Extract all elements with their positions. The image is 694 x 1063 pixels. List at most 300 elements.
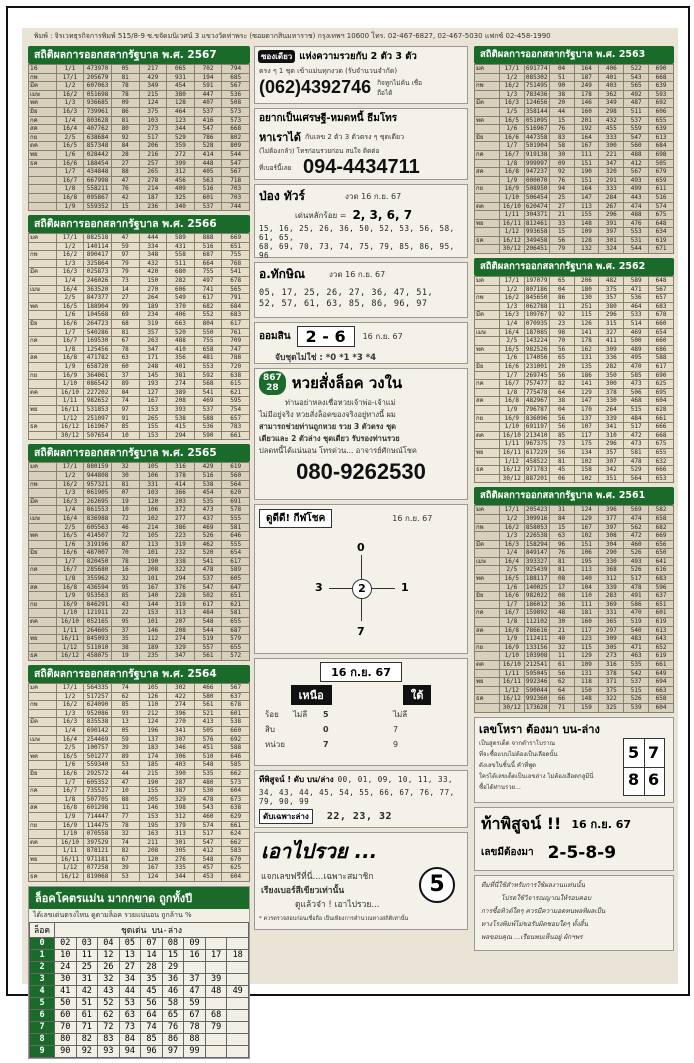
table-cell: มิย — [29, 549, 57, 558]
table-cell: 541 — [222, 268, 250, 277]
table-cell: 109767 — [525, 311, 548, 319]
cross-bottom: 7 — [357, 625, 365, 638]
table-cell: 531853 — [84, 405, 112, 414]
table-cell: 1/2 — [499, 73, 524, 82]
omsin-label: ออมสิน — [259, 331, 291, 342]
table-row — [475, 592, 674, 601]
table-cell: กค — [29, 566, 57, 575]
table-cell: 1/10 — [56, 380, 84, 389]
table-cell: 96 — [549, 540, 574, 549]
prove-label: เลขมีต้องมา — [481, 847, 534, 859]
table-row — [475, 388, 674, 397]
table-row — [475, 661, 674, 670]
table-cell: 661 — [222, 431, 250, 440]
table-row — [29, 643, 250, 652]
table-row — [29, 302, 250, 311]
table-cell: 919138 — [525, 150, 548, 158]
table-cell: 68 — [111, 320, 139, 329]
table-cell: 538 — [194, 480, 222, 489]
table-cell: 650 — [649, 549, 674, 558]
table-cell: 130 — [574, 294, 599, 303]
table-cell: 251 — [574, 302, 599, 311]
lotto-cell: 82 — [76, 1033, 98, 1045]
table-cell: 1/8 — [56, 795, 84, 804]
table-cell: 90 — [549, 82, 574, 91]
table-cell: 60 — [111, 363, 139, 372]
table-cell — [29, 176, 57, 185]
table-row — [475, 575, 674, 584]
table-cell: 78 — [111, 821, 139, 830]
table-cell: 1/9 — [56, 592, 84, 601]
table-cell: 982022 — [525, 592, 548, 600]
table-cell: 516 — [194, 471, 222, 480]
table-cell: 458075 — [84, 652, 112, 661]
table-cell: 569 — [624, 506, 649, 515]
table-cell: ตค — [29, 388, 57, 397]
table-cell: 574 — [649, 202, 674, 211]
table-cell: 437 — [194, 514, 222, 523]
table-row — [29, 726, 250, 735]
table-cell — [475, 159, 500, 168]
table-row — [475, 354, 674, 363]
table-cell: 643 — [649, 635, 674, 644]
table-cell: 16/9 — [56, 821, 84, 830]
table-row — [29, 90, 250, 99]
table-row — [475, 466, 674, 475]
table-cell: 147 — [574, 397, 599, 406]
table-cell: 141 — [574, 380, 599, 389]
table-cell: กค — [29, 787, 57, 796]
table-cell: 543 — [194, 804, 222, 813]
table-row — [475, 448, 674, 457]
table-cell: 164 — [574, 185, 599, 194]
table-cell: 657 — [649, 294, 674, 303]
table-cell: 457 — [194, 864, 222, 873]
table-row — [29, 566, 250, 575]
draw-box — [254, 658, 468, 766]
table-cell: 30/12 — [499, 474, 524, 483]
table-cell — [29, 692, 57, 701]
table-cell: 63 — [549, 532, 574, 541]
table-cell — [29, 471, 57, 480]
table-cell: 170 — [574, 405, 599, 414]
table-cell: 992360 — [525, 695, 548, 703]
table-row — [29, 463, 250, 472]
table-cell — [29, 557, 57, 566]
table-row — [29, 133, 250, 142]
table-cell — [29, 328, 57, 337]
thaksin-box — [254, 262, 468, 318]
table-row — [475, 549, 674, 558]
table-cell: 234 — [139, 311, 167, 320]
table-cell: 999997 — [525, 159, 548, 167]
table-cell: 16/4 — [56, 285, 84, 294]
table-cell: 690 — [649, 371, 674, 380]
table-cell: 16/2 — [56, 701, 84, 710]
ad4-title: เอาไปรวย ... — [261, 839, 378, 863]
table-cell: 192 — [574, 125, 599, 134]
table-cell: 564 — [624, 474, 649, 483]
table-cell: 88 — [111, 795, 139, 804]
table-cell — [29, 311, 57, 320]
thaksin-name: อ.ทักษิณ — [259, 267, 305, 281]
table-cell: 2/5 — [499, 566, 524, 575]
omsin-date: 16 ก.ย. 67 — [362, 332, 403, 341]
table-cell: 140025 — [525, 583, 548, 591]
table-cell: 251097 — [84, 414, 112, 423]
table-cell: 553 — [194, 363, 222, 372]
table-cell: 1/3 — [56, 709, 84, 718]
table-cell: 812461 — [525, 219, 548, 227]
table-cell: 589 — [222, 566, 250, 575]
table-cell: 638684 — [84, 133, 112, 142]
table-row — [475, 414, 674, 423]
lotto-lock-number: 6 — [30, 1009, 55, 1021]
table-cell: 396 — [599, 506, 624, 515]
table-cell: 334 — [139, 242, 167, 251]
table-cell: 87 — [111, 540, 139, 549]
stats-2565-title: สถิติผลการออกสลากรัฐบาล พ.ศ. 2565 — [28, 444, 250, 462]
table-cell: 203 — [167, 497, 195, 506]
table-cell: มค — [475, 277, 500, 286]
table-cell: 16/9 — [56, 371, 84, 380]
table-cell: เมษ — [29, 285, 57, 294]
table-cell: 537 — [624, 116, 649, 125]
table-cell: 17/1 — [56, 463, 84, 472]
table-cell: 16/5 — [56, 142, 84, 151]
table-cell: 1/8 — [499, 388, 524, 397]
lotto-cell: 84 — [119, 1033, 141, 1045]
table-cell: 547 — [194, 125, 222, 134]
table-cell: 282 — [599, 363, 624, 372]
table-cell: 89 — [111, 752, 139, 761]
table-cell: 145 — [139, 371, 167, 380]
table-row — [29, 380, 250, 389]
table-cell: 112411 — [525, 635, 548, 643]
table-cell: 1/4 — [499, 549, 524, 558]
table-row — [29, 540, 250, 549]
table-cell: 744 — [222, 202, 250, 211]
lotto-lock-number: 4 — [30, 985, 55, 997]
pong-digits: 2, 3, 6, 7 — [352, 208, 413, 222]
table-cell: ธค — [475, 695, 500, 704]
thaksin-nums-2: 52, 57, 61, 63, 85, 86, 96, 97 — [259, 299, 428, 309]
table-cell: 678 — [222, 277, 250, 286]
table-cell: 469 — [624, 328, 649, 337]
table-cell: 366 — [167, 489, 195, 498]
table-cell: 15 — [549, 228, 574, 237]
table-cell: 81 — [549, 557, 574, 566]
table-row — [475, 523, 674, 532]
table-cell: 51 — [549, 73, 574, 82]
table-cell: 516 — [194, 185, 222, 194]
table-cell: 481 — [194, 354, 222, 363]
table-cell: 84 — [111, 142, 139, 151]
table-cell: 264 — [139, 294, 167, 303]
table-cell: 541 — [194, 388, 222, 397]
lek-l3: ดังเลขในชิ้นนี้ คำที่พูด — [479, 761, 537, 769]
table-cell: 112 — [139, 635, 167, 644]
table-cell — [29, 489, 57, 498]
lotto-cell: 11 — [76, 949, 98, 961]
lek-title: เลขโหรา ต้องมา บน-ล่าง — [479, 722, 600, 736]
table-cell: 683 — [649, 302, 674, 311]
table-cell: 502 — [194, 592, 222, 601]
table-cell: 620 — [222, 489, 250, 498]
table-cell: 212541 — [525, 661, 548, 668]
table-cell: 32 — [111, 830, 139, 839]
table-cell: 95 — [111, 583, 139, 592]
lotto-cell: 83 — [98, 1033, 120, 1045]
table-cell: 1/11 — [56, 397, 84, 406]
table-cell: 658 — [649, 514, 674, 523]
table-row — [29, 185, 250, 194]
ad1-line1: แห่งความรวยกับ 2 ตัว 3 ตัว — [299, 51, 417, 62]
table-cell: พย — [475, 448, 500, 457]
table-cell: 153 — [139, 812, 167, 821]
table-row — [29, 414, 250, 423]
table-cell — [29, 506, 57, 515]
lotto-cell: 09 — [184, 937, 206, 949]
ad4-line2: เรียงเบอร์สีเขียวเท่านั้น — [261, 886, 345, 896]
table-cell: 16/12 — [499, 236, 524, 245]
table-cell: 265 — [139, 168, 167, 177]
table-cell: 06 — [549, 474, 574, 483]
ad3-title: หวยสั่งล็อค วงใน — [291, 374, 403, 392]
table-cell — [29, 202, 57, 211]
lotto-cell: 30 — [55, 973, 77, 985]
table-row — [29, 168, 250, 177]
table-cell: 164 — [574, 65, 599, 74]
table-cell: 613 — [649, 626, 674, 635]
table-cell: 655 — [222, 618, 250, 627]
tipsun-nums-3: 22, 23, 32 — [326, 811, 393, 822]
table-cell: 77 — [111, 812, 139, 821]
table-cell: 1/12 — [499, 228, 524, 237]
table-cell: 432 — [139, 259, 167, 268]
table-cell: 74 — [111, 397, 139, 406]
table-row — [29, 294, 250, 303]
lotto-cell: 39 — [205, 973, 227, 985]
stats-2561-title: สถิติผลการออกสลากรัฐบาล พ.ศ. 2561 — [474, 487, 674, 505]
table-cell: 16/8 — [499, 397, 524, 406]
table-cell: 167 — [574, 142, 599, 151]
table-row — [29, 838, 250, 847]
table-cell: 698 — [649, 150, 674, 159]
table-cell: 637 — [222, 692, 250, 701]
table-cell: 82 — [549, 380, 574, 389]
table-cell: 471 — [624, 285, 649, 294]
table-cell: 144 — [139, 600, 167, 609]
table-row — [475, 125, 674, 134]
table-cell: 32 — [549, 643, 574, 652]
table-cell: 754 — [222, 405, 250, 414]
table-row — [475, 703, 674, 712]
table-cell: 537 — [194, 575, 222, 584]
table-cell: 195 — [574, 557, 599, 566]
table-cell — [475, 703, 500, 712]
table-cell: 124 — [139, 873, 167, 882]
table-cell: 434848 — [84, 168, 112, 177]
table-cell: 298 — [599, 107, 624, 116]
page-frame — [6, 6, 690, 1057]
table-cell — [475, 405, 500, 414]
table-cell: 606 — [167, 285, 195, 294]
table-row — [29, 752, 250, 761]
table-cell: 15 — [111, 202, 139, 211]
table-cell: 11 — [111, 804, 139, 813]
lock-ad-box — [254, 368, 468, 500]
table-cell: 81 — [549, 457, 574, 466]
table-cell: 16/2 — [56, 480, 84, 489]
table-cell: 952086 — [84, 709, 112, 718]
table-cell: 56 — [549, 448, 574, 457]
table-cell: พย — [475, 219, 500, 228]
table-cell: 208 — [167, 626, 195, 635]
table-cell: 576 — [194, 735, 222, 744]
table-cell: 16/6 — [499, 133, 524, 142]
lotto-cell — [227, 1021, 249, 1033]
table-cell: มค — [475, 506, 500, 515]
table-cell: 322 — [599, 695, 624, 704]
table-cell: 300 — [599, 142, 624, 151]
table-cell: 36 — [549, 600, 574, 609]
table-row — [29, 769, 250, 778]
table-row — [475, 474, 674, 483]
table-cell: 463 — [624, 652, 649, 661]
table-cell: 309916 — [525, 514, 548, 522]
table-cell: ธค — [29, 159, 57, 168]
table-cell: 401 — [599, 73, 624, 82]
table-row — [475, 678, 674, 687]
table-row — [29, 744, 250, 753]
table-cell: 1/3 — [56, 259, 84, 268]
table-cell: พค — [29, 532, 57, 541]
table-cell: 1/11 — [499, 669, 524, 678]
lotto-cell: 29 — [162, 961, 184, 973]
table-cell: 567 — [624, 168, 649, 177]
lotto-cell: 96 — [141, 1045, 163, 1057]
table-cell: มิย — [475, 592, 500, 601]
table-cell: 151 — [574, 540, 599, 549]
table-cell: 73 — [549, 440, 574, 449]
lotto-cell: 41 — [55, 985, 77, 997]
table-cell — [29, 575, 57, 584]
lotto-cell: 79 — [205, 1021, 227, 1033]
table-cell: 718 — [222, 176, 250, 185]
table-row — [475, 600, 674, 609]
table-cell: 84 — [549, 514, 574, 523]
table-cell: 357 — [599, 448, 624, 457]
table-cell: 601298 — [84, 804, 112, 813]
table-cell: 796787 — [525, 405, 548, 413]
cross-top: 0 — [357, 541, 365, 554]
pong-nums-1: 15, 16, 25, 26, 36, 50, 52, 53, 56, 58, 61, 65, — [259, 224, 455, 242]
lotto-cell: 63 — [119, 1009, 141, 1021]
table-cell: 565 — [222, 285, 250, 294]
ad-tag: ซองเดียว — [258, 50, 295, 63]
cross-center: 2 — [352, 579, 372, 599]
table-cell: 101 — [139, 575, 167, 584]
table-cell: 16/2 — [56, 90, 84, 99]
table-cell: 497 — [194, 277, 222, 286]
table-row — [475, 73, 674, 82]
table-cell: 397529 — [84, 838, 112, 847]
table-cell: 095867 — [84, 193, 112, 202]
table-cell: 16/10 — [499, 431, 524, 440]
table-row — [475, 133, 674, 142]
table-cell: 81 — [111, 73, 139, 82]
table-cell: 470 — [624, 609, 649, 618]
newspaper-page — [22, 28, 678, 1057]
table-cell: 91 — [111, 414, 139, 423]
table-cell: 106 — [139, 471, 167, 480]
table-cell: 993658 — [525, 228, 548, 236]
table-cell: มค — [29, 234, 57, 243]
table-cell: 31 — [549, 506, 574, 515]
table-cell: 471782 — [84, 354, 112, 363]
table-cell: 113 — [574, 202, 599, 211]
table-cell: 487 — [624, 99, 649, 108]
table-cell: 305 — [167, 847, 195, 856]
table-cell: 478 — [194, 566, 222, 575]
table-row — [29, 259, 250, 268]
lotto-cell: 93 — [98, 1045, 120, 1057]
table-cell: 16/2 — [499, 294, 524, 303]
table-cell: 1/11 — [56, 847, 84, 856]
table-cell: 541 — [194, 557, 222, 566]
table-cell: 543 — [624, 73, 649, 82]
table-cell: 761 — [222, 328, 250, 337]
table-cell: 1/12 — [56, 643, 84, 652]
table-cell: 691197 — [525, 423, 548, 431]
table-cell: 313 — [167, 609, 195, 618]
draw-r3-label: หน่วย — [265, 740, 285, 749]
table-cell: 351 — [599, 474, 624, 483]
table-cell: 213410 — [525, 431, 548, 439]
table-row — [475, 285, 674, 294]
table-cell: 70 — [111, 549, 139, 558]
table-cell: 590 — [194, 431, 222, 440]
table-cell: 684 — [649, 142, 674, 151]
table-cell: 67 — [111, 337, 139, 346]
table-cell: 375 — [599, 686, 624, 695]
table-cell: 536 — [222, 90, 250, 99]
table-cell: 1/2 — [56, 82, 84, 91]
table-cell: 488 — [167, 337, 195, 346]
table-cell: 226538 — [525, 532, 548, 540]
table-cell: 44 — [111, 769, 139, 778]
table-cell: 786 — [194, 133, 222, 142]
table-cell: 105 — [139, 532, 167, 541]
ad3-badge-2: 28 — [266, 383, 279, 393]
table-cell: 325 — [599, 703, 624, 712]
table-cell: 971783 — [525, 466, 548, 474]
table-cell: 175 — [574, 440, 599, 449]
lotto-cell: 37 — [184, 973, 206, 985]
table-cell: 188117 — [525, 575, 548, 583]
table-cell: 155 — [139, 423, 167, 432]
prove-date: 16 ก.ย. 67 — [571, 818, 632, 832]
table-cell: 398 — [167, 804, 195, 813]
table-cell: มค — [29, 684, 57, 693]
table-cell: 127 — [139, 388, 167, 397]
table-cell: พค — [29, 752, 57, 761]
table-cell: พย — [29, 150, 57, 159]
table-cell: 69 — [111, 311, 139, 320]
table-cell: 605563 — [84, 523, 112, 532]
table-cell: 639 — [649, 125, 674, 134]
